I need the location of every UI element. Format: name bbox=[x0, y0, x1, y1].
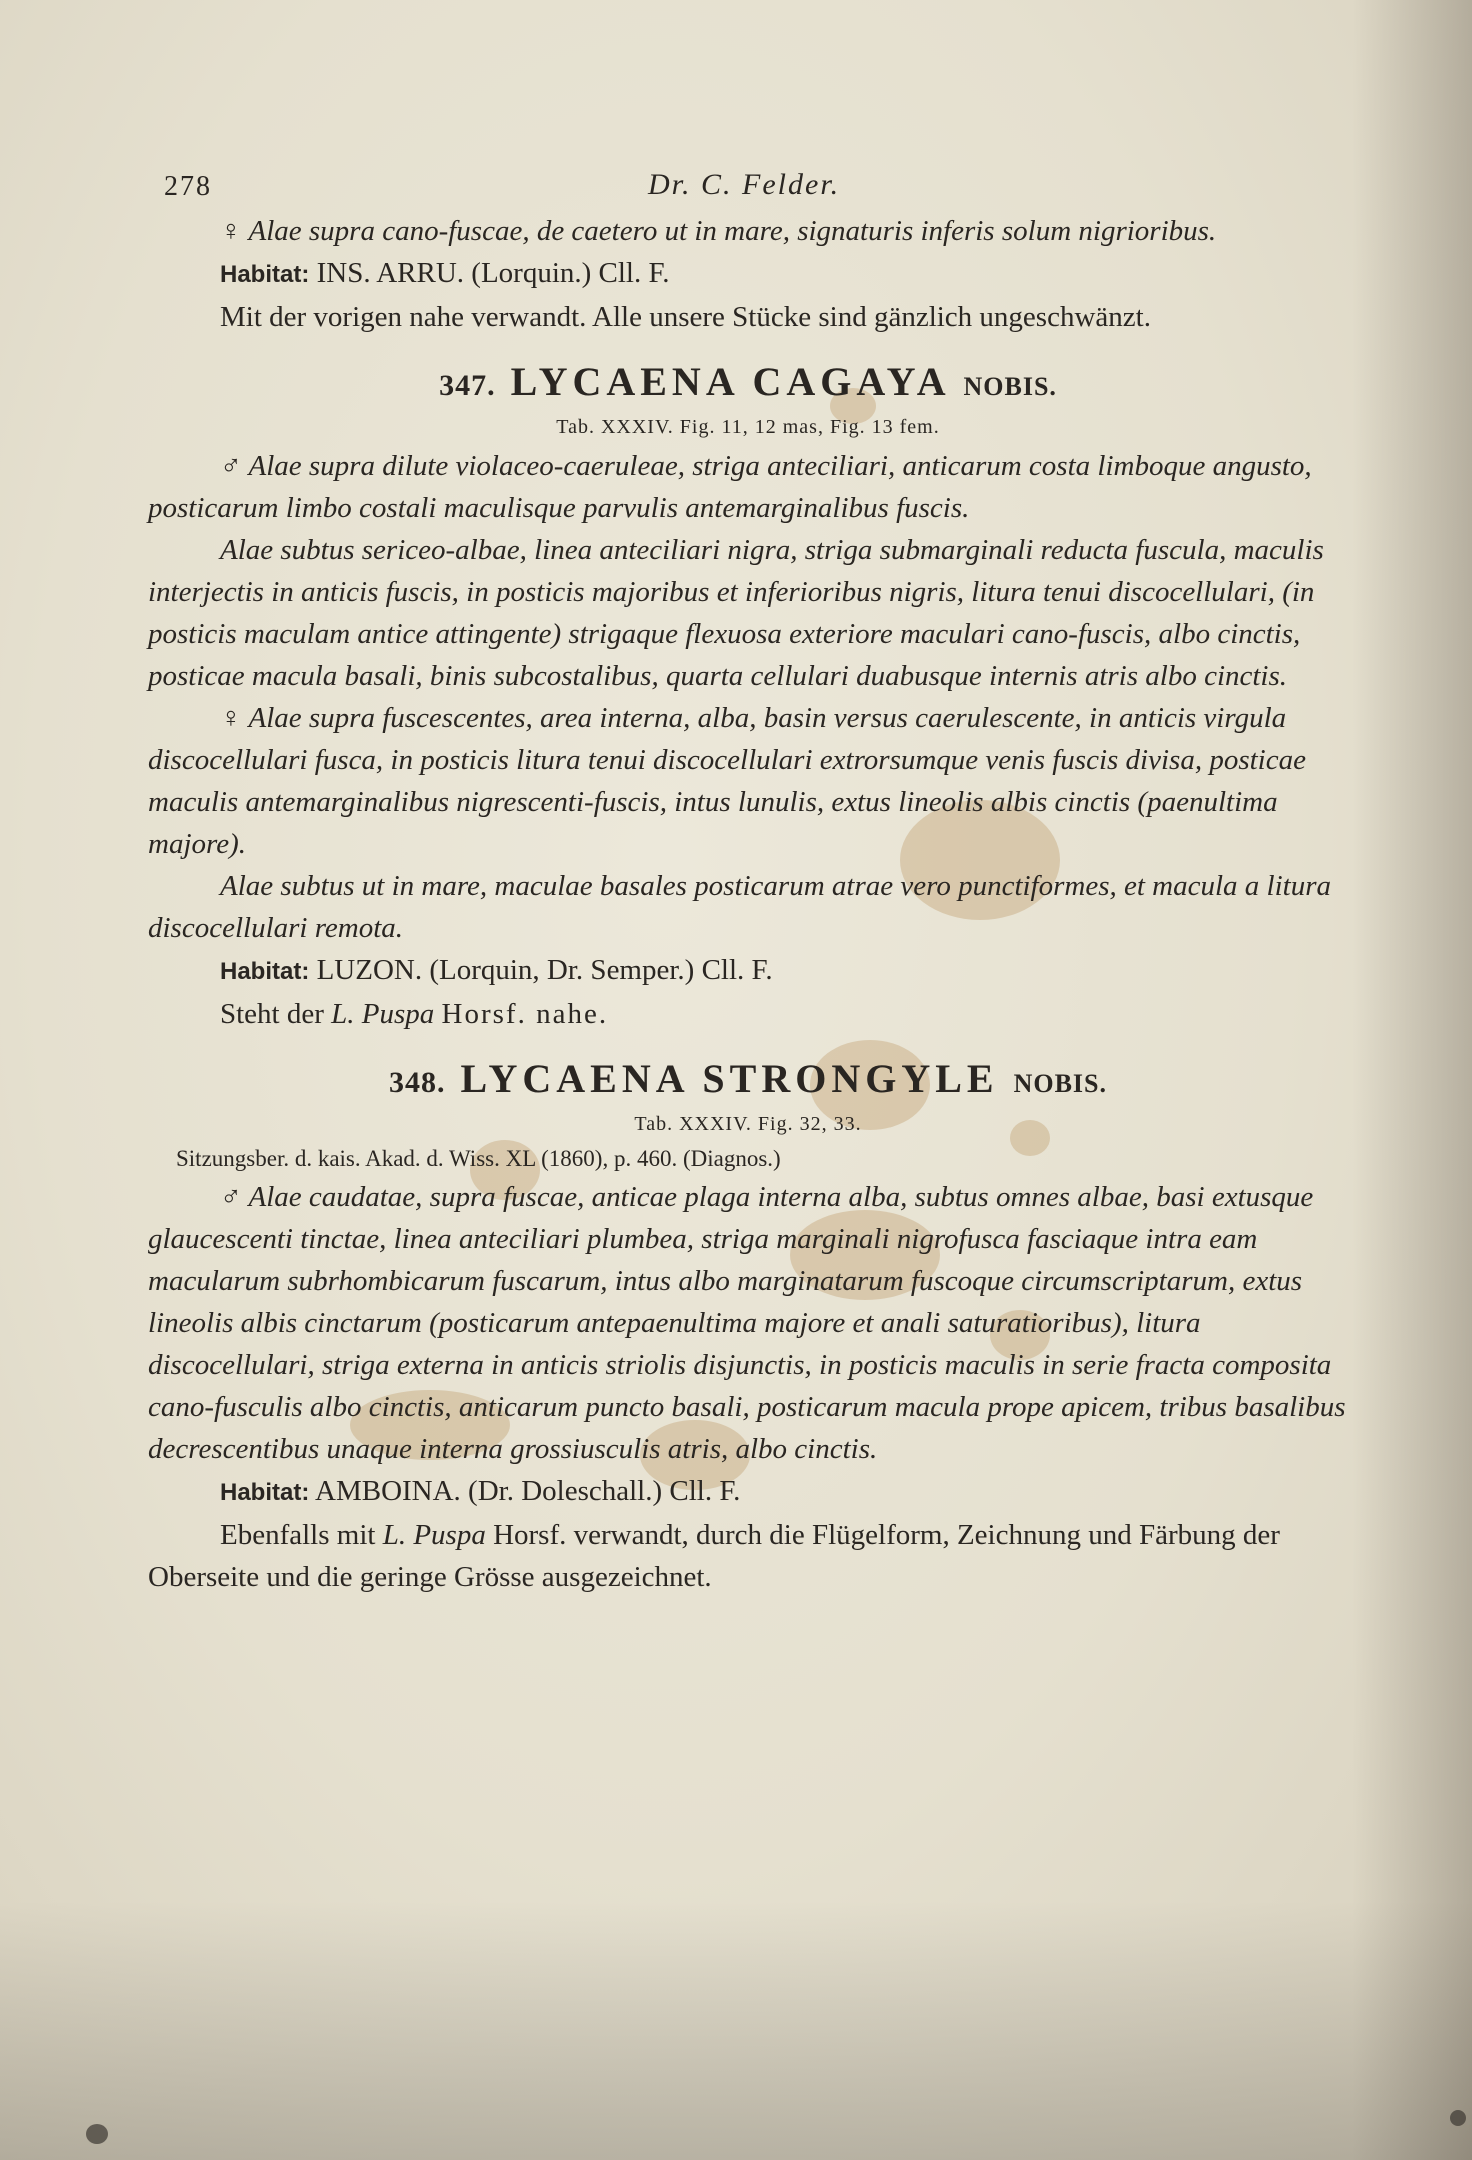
species-348-habitat bbox=[148, 1470, 1348, 1514]
species-author: NOBIS. bbox=[963, 372, 1057, 401]
female-symbol-icon: ♀ bbox=[220, 702, 242, 734]
species-name: LYCAENA CAGAYA bbox=[510, 359, 949, 404]
remark-pre: Steht der bbox=[220, 998, 324, 1030]
habitat-label: Habitat: bbox=[220, 261, 310, 288]
habitat-text: LUZON. (Lorquin, Dr. Semper.) Cll. F. bbox=[316, 954, 773, 986]
remark-post: Horsf. verwandt, durch die Flügelform, Zeichnung und Färbung der Oberseite und die geringe Grösse ausgezeichnet. bbox=[148, 1519, 1280, 1593]
page-edge-shadow bbox=[1352, 0, 1472, 2160]
species-348-remark bbox=[148, 1514, 1348, 1598]
ink-spot bbox=[86, 2124, 108, 2144]
page-header bbox=[148, 160, 1348, 210]
species-number: 348. bbox=[388, 1066, 446, 1099]
page-text-block bbox=[148, 160, 1348, 1598]
species-347-remark bbox=[148, 993, 1348, 1035]
species-347-male-under: Alae subtus sericeo-albae, linea anteciliari nigra, striga submarginali reducta fuscula, maculis interjectis in anticis fuscis, in posticis majoribus et inferioribus nigris, litura tenui discocellulari, (in posticis maculam antice attingente) strigaque flexuosa exteriore maculari cano-fuscis, albo cinctis, posticae macula basali, binis subcostalibus, quarta cellulari duabusque internis atris albo cinctis. bbox=[148, 534, 1324, 692]
remark-genus: L. Puspa bbox=[331, 998, 435, 1030]
species-number: 347. bbox=[439, 369, 496, 402]
habitat-text: INS. ARRU. (Lorquin.) Cll. F. bbox=[316, 257, 670, 289]
species-348-citation: Sitzungsber. d. kais. Akad. d. Wiss. XL (1860), p. 460. (Diagnos.) bbox=[176, 1146, 781, 1171]
male-symbol-icon: ♂ bbox=[220, 1181, 242, 1213]
female-upper-text: Alae supra fuscescentes, area interna, alba, basin versus caerulescente, in anticis virgula discocellulari fusca, in posticis litura tenui discocellulari extrorsumque venis fuscis divisa, posticae maculis antemarginalibus nigrescenti-fuscis, intus lunulis, extus lineolis albis cinctis (paenultima majore). bbox=[148, 702, 1306, 860]
habitat-label: Habitat: bbox=[220, 958, 310, 985]
female-symbol-icon: ♀ bbox=[220, 215, 242, 247]
intro-remark: Mit der vorigen nahe verwandt. Alle unsere Stücke sind gänzlich ungeschwänzt. bbox=[220, 301, 1151, 333]
male-text: Alae caudatae, supra fuscae, anticae plaga interna alba, subtus omnes albae, basi extusque glaucescenti tinctae, linea anteciliari plumbea, striga marginali nigrofusca fasciaque intra eam macularum subrhombicarum fuscarum, intus albo marginatarum fuscoque circumscriptarum, extus lineolis albis cinctarum (posticarum antepaenultima majore et anali saturatioribus), litura discocellulari, striga externa in anticis striolis disjunctis, in posticis maculis in serie fracta composita cano-fusculis albo cinctis, anticarum puncto basali, posticarum macula prope apicem, tribus basalibus decrescentibus unaque interna grossiusculis atris, albo cinctis. bbox=[148, 1181, 1346, 1465]
page-number: 278 bbox=[164, 171, 212, 202]
species-347-female-under: Alae subtus ut in mare, maculae basales posticarum atrae vero punctiformes, et macula a litura discocellulari remota. bbox=[148, 870, 1332, 944]
remark-pre: Ebenfalls mit bbox=[220, 1519, 376, 1551]
remark-genus: L. Puspa bbox=[382, 1519, 486, 1551]
intro-female-text: Alae supra cano-fuscae, de caetero ut in mare, signaturis inferis solum nigrioribus. bbox=[248, 215, 1217, 247]
ink-spot bbox=[1450, 2110, 1466, 2126]
species-347-male-upper bbox=[148, 445, 1348, 529]
male-upper-text: Alae supra dilute violaceo-caeruleae, striga anteciliari, anticarum costa limboque angusto, posticarum limbo costali maculisque parvulis antemarginalibus fuscis. bbox=[148, 450, 1312, 524]
running-head: Dr. C. Felder. bbox=[648, 168, 841, 201]
intro-habitat bbox=[148, 252, 1348, 296]
intro-female-description bbox=[148, 210, 1348, 252]
species-348-plate-reference: Tab. XXXIV. Fig. 32, 33. bbox=[634, 1113, 862, 1135]
species-347-female-upper bbox=[148, 697, 1348, 865]
male-symbol-icon: ♂ bbox=[220, 450, 242, 482]
species-name: LYCAENA STRONGYLE bbox=[460, 1056, 999, 1101]
species-author: NOBIS. bbox=[1013, 1069, 1107, 1098]
habitat-label: Habitat: bbox=[220, 1479, 310, 1506]
species-347-heading bbox=[148, 356, 1348, 413]
species-347-habitat bbox=[148, 949, 1348, 993]
remark-post: Horsf. nahe. bbox=[441, 998, 609, 1030]
species-348-male-description bbox=[148, 1176, 1348, 1470]
species-347-plate-reference: Tab. XXXIV. Fig. 11, 12 mas, Fig. 13 fem. bbox=[556, 416, 940, 438]
species-348-heading bbox=[148, 1053, 1348, 1110]
habitat-text: AMBOINA. (Dr. Doleschall.) Cll. F. bbox=[315, 1475, 741, 1507]
page-bottom-shadow bbox=[0, 1900, 1472, 2160]
